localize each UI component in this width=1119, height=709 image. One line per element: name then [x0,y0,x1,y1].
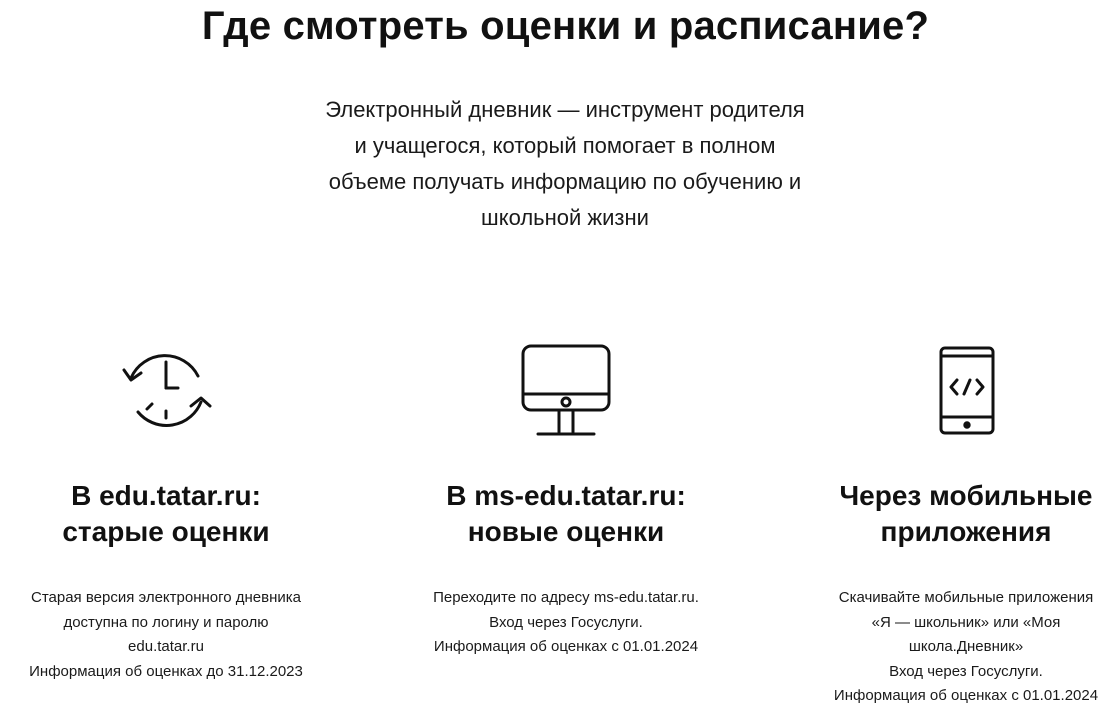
subtitle-line: объеме получать информацию по обучению и [328,169,802,194]
feature-title-line: Через мобильные [839,480,1093,511]
page-subtitle [270,92,860,236]
feature-text-line: Скачивайте мобильные приложения [838,589,1094,606]
feature-text-line: Старая версия электронного дневника [30,589,301,606]
feature-text-line: доступна по логину и паролю [63,613,269,631]
feature-title-line: новые оценки [467,516,665,547]
feature-mobile-apps [810,340,1119,709]
feature-text-line: Информация об оценках с 01.01.2024 [833,687,1099,704]
feature-title-line: приложения [880,516,1052,547]
feature-text-line: Информация об оценках до 31.12.2023 [29,662,303,680]
feature-description [810,586,1119,709]
subtitle-line: школьной жизни [481,205,649,230]
feature-text-line: Вход через Госуслуги. [889,662,1043,680]
feature-title [810,478,1119,550]
subtitle-line: Электронный дневник — инструмент родителя [325,97,805,122]
feature-title-line: старые оценки [62,516,270,547]
subtitle-line: и учащегося, который помогает в полном [354,133,776,158]
feature-description [0,586,332,684]
feature-text-line: Вход через Госуслуги. [489,613,643,631]
clock-refresh-icon [116,340,216,440]
feature-title-line: В ms-edu.tatar.ru: [446,480,686,511]
page-title: Где смотреть оценки и расписание? [201,4,930,48]
feature-text-line: школа.Дневник» [908,638,1024,655]
feature-text-line: «Я — школьник» или «Моя [871,613,1061,631]
feature-text-line: Переходите по адресу ms-edu.tatar.ru. [433,589,699,606]
feature-title [0,478,332,550]
smartphone-code-icon [916,340,1016,440]
feature-text-line: Информация об оценках с 01.01.2024 [433,638,699,655]
feature-edu-tatar [0,340,332,684]
desktop-monitor-icon [516,340,616,440]
feature-text-line: edu.tatar.ru [128,638,204,655]
feature-title-line: В edu.tatar.ru: [71,480,261,511]
feature-ms-edu-tatar [400,340,732,660]
feature-title [400,478,732,550]
feature-description [400,586,732,660]
